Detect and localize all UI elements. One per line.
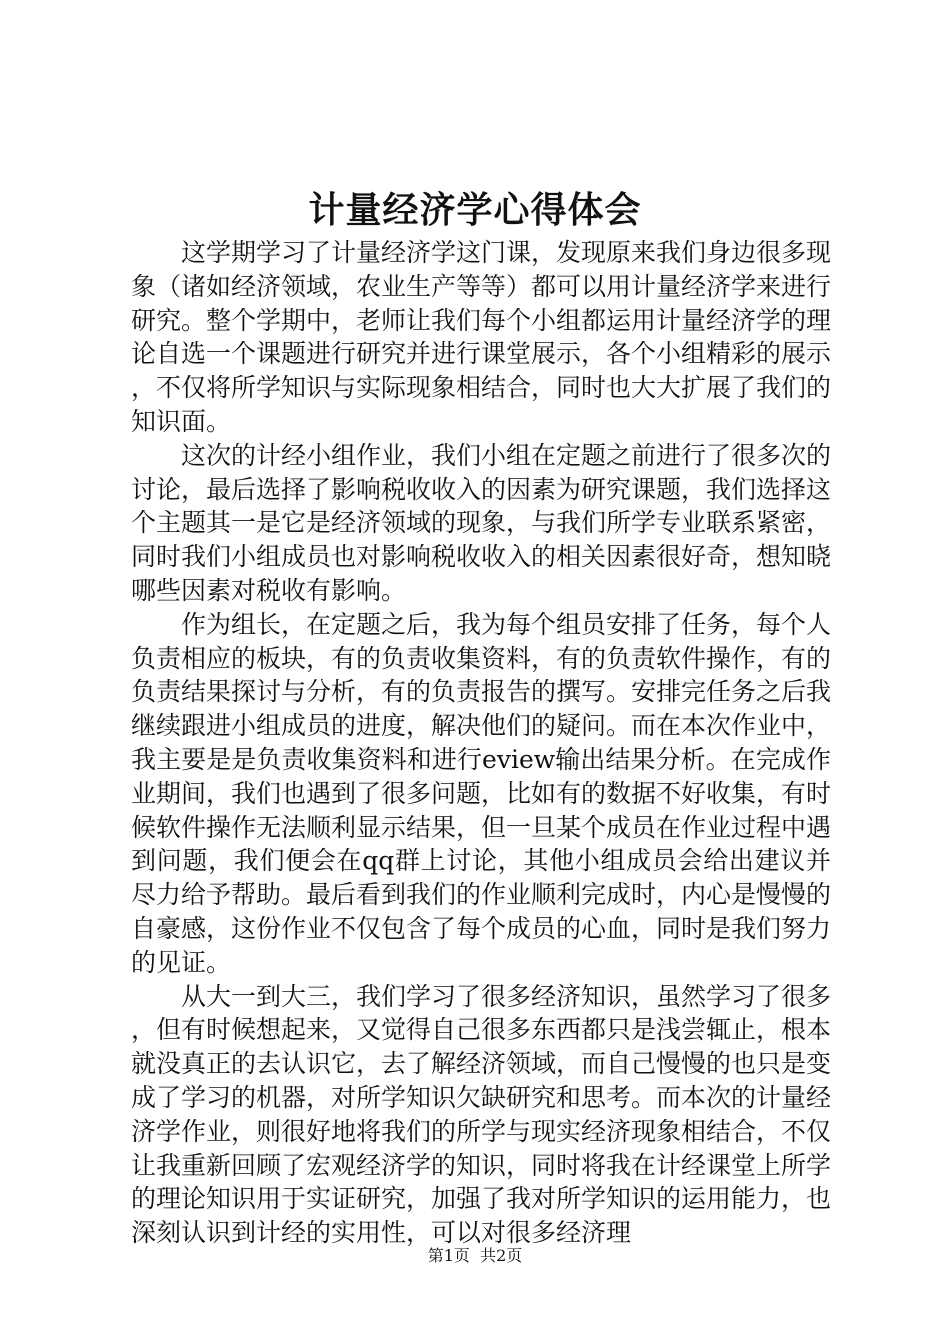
paragraph-2: 这次的计经小组作业，我们小组在定题之前进行了很多次的讨论，最后选择了影响税收收入的因素为研究课题，我们选择这个主题其一是它是经济领域的现象，与我们所学专业联系紧密，同时我们小组成员也对影响税收收入的相关因素很好奇，想知晓哪些因素对税收有影响。 [131,440,832,605]
paragraph-1: 这学期学习了计量经济学这门课，发现原来我们身边很多现象（诸如经济领域，农业生产等等）都可以用计量经济学来进行研究。整个学期中，老师让我们每个小组都运用计量经济学的理论自选一个课题进行研究并进行课堂展示，各个小组精彩的展示，不仅将所学知识与实际现象相结合，同时也大大扩展了我们的知识面。 [131,238,832,436]
paragraph-3: 作为组长，在定题之后，我为每个组员安排了任务，每个人负责相应的板块，有的负责收集资料，有的负责软件操作，有的负责结果探讨与分析，有的负责报告的撰写。安排完任务之后我继续跟进小组成员的进度，解决他们的疑问。而在本次作业中，我主要是是负责收集资料和进行eview输出结果分析。在完成作业期间，我们也遇到了很多问题，比如有的数据不好收集，有时候软件操作无法顺利显示结果，但一旦某个成员在作业过程中遇到问题，我们便会在qq群上讨论，其他小组成员会给出建议并尽力给予帮助。最后看到我们的作业顺利完成时，内心是慢慢的自豪感，这份作业不仅包含了每个成员的心血，同时是我们努力的见证。 [131,609,832,977]
document-body [131,236,831,1250]
page-number-current: 第1页 [427,1246,470,1265]
document-title: 计量经济学心得体会 [308,189,642,231]
page-footer [0,1244,950,1268]
page-number-total: 共2页 [480,1246,523,1265]
paragraph-4: 从大一到大三，我们学习了很多经济知识，虽然学习了很多，但有时候想起来，又觉得自己很多东西都只是浅尝辄止，根本就没真正的去认识它，去了解经济领域，而自己慢慢的也只是变成了学习的机器，对所学知识欠缺研究和思考。而本次的计量经济学作业，则很好地将我们的所学与现实经济现象相结合，不仅让我重新回顾了宏观经济学的知识，同时将我在计经课堂上所学的理论知识用于实证研究，加强了我对所学知识的运用能力，也深刻认识到计经的实用性，可以对很多经济理 [131,981,832,1248]
